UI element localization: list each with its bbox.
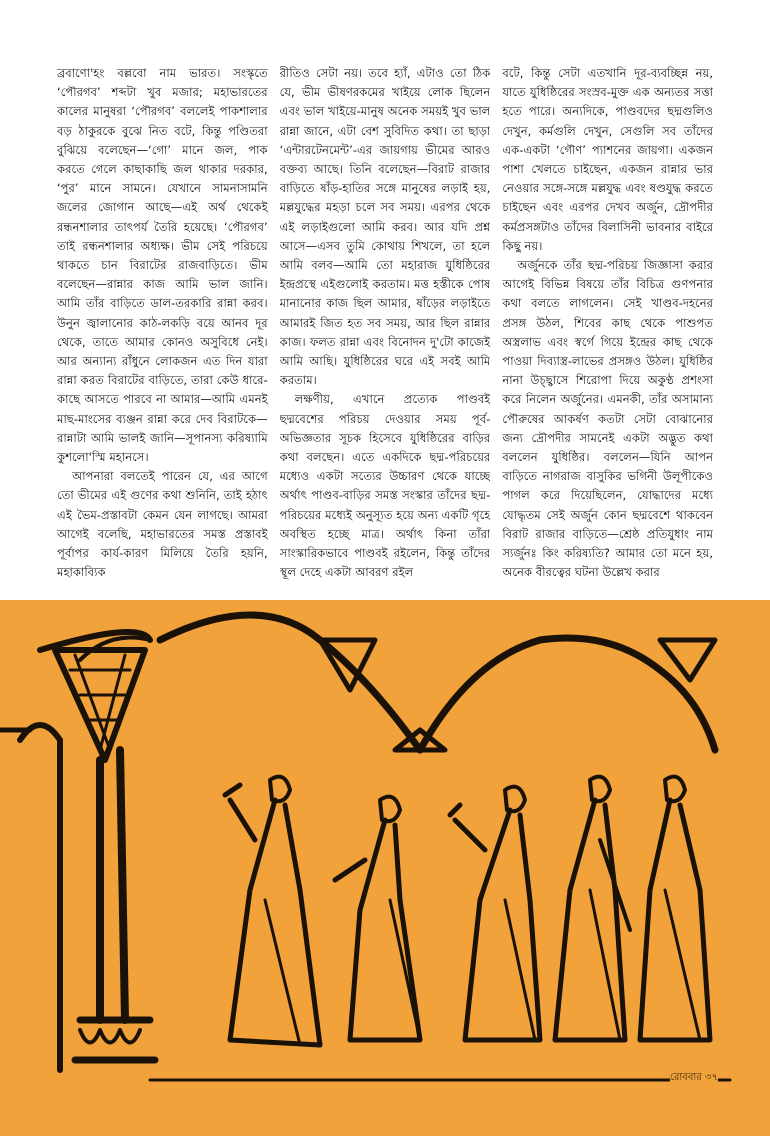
paragraph: ব্রবাণো'হং বল্লবো নাম ভারত। সংস্কৃতে ‘পৌরগব’ শব্দটা খুব মজার; মহাভারতের কালের মানুষরা ‘পৌরগব’ বললেই পাকশালার বড় ঠাকুরকে বুঝে নিত বটে, কিন্তু পণ্ডিতরা বুঝিয়ে বলেছেন—‘গো’ মানে জল, পাক করতে গেলে কাছাকাছি জল থাকার দরকার, ‘পুর’ মানে সামনে। যেখানে সামনাসামনি জলের জোগান আছে—এই অর্থ থেকেই রন্ধনশালার তাৎপর্য তৈরি হয়েছে। ‘পৌরগব’ তাই রন্ধনশালার অধ্যক্ষ। ভীম সেই পরিচয়ে থাকতে চান বিরাটের রাজবাড়িতে। ভীম বলেছেন—রান্নার কাজ আমি ভাল জানি। আমি তাঁর বাড়িতে ডাল-তরকারি রান্না করব। উনুন জ্বালানোর কাঠ-লকড়ি বয়ে আনব দূর থেকে, তাতে আমার কোনও অসুবিধে নেই। আর অন্যান্য রাঁধুনে লোকজন এত দিন যারা রান্না করত বিরাটের বাড়িতে, তারা কেউ ধারে-কাছে আসতে পারবে না আমার—আমি এমনই মাছ-মাংসের ব্যঞ্জন রান্না করে দেব বিরাটকে—রান্নাটা আমি ভালই জানি—সূপানস্য করিষ্যামি কুশলো'স্মি মহানসে। [57,66,268,465]
paragraph: লক্ষণীয়, এখানে প্রত্যেক পাণ্ডবই ছদ্মবেশের পরিচয় দেওয়ার সময় পূর্ব-অভিজ্ঞতার সূচক হিসেবে যুধিষ্ঠিরের বাড়ির কথা বলছেন। এতে একদিকে ছদ্ম-পরিচয়ের মধ্যেও একটা সত্যের উচ্চারণ থেকে যাচ্ছে অর্থাৎ পাণ্ডব-বাড়ির সমস্ত সংস্কার তাঁদের ছদ্ম-পরিচয়ের মধ্যেই অনুস্যূত হয়ে অন্য একটি গৃহে অবস্থিত হচ্ছে মাত্র। অর্থাৎ কিনা তাঁরা সাংস্কারিকভাবে পাণ্ডবই রইলেন, কিন্তু তাঁদের স্থূল দেহে একটা আবরণ রইল [279,392,491,580]
paragraph: বটে, কিন্তু সেটা এতখানি দূর-ব্যবচ্ছিন্ন নয়, যাতে যুধিষ্ঠিরের সংস্রব-মুক্ত এক অন্যতর সত্তা হতে পারে। অন্যদিকে, পাণ্ডবদের ছদ্মগুলিও দেখুন, কর্মগুলি দেখুন, সেগুলি সব তাঁদের এক-একটা ‘গৌণ’ প্যাশনের জায়গা। একজন পাশা খেলতে চাইছেন, একজন রান্নার ভার নেওয়ার সঙ্গে-সঙ্গে মল্লযুদ্ধ এবং ষণ্ডযুদ্ধ করতে চাইছেন এবং এরপর দেখব অর্জুন, দ্রৌপদীর কর্মপ্রসঙ্গটাও তাঁদের বিলাসিনী ভাবনার বাইরে কিছু নয়। [502,66,713,253]
text-column-2 [280,64,491,586]
text-column-3 [502,64,713,586]
article-body [57,64,713,586]
illustration [0,600,770,1136]
paragraph: রীতিও সেটা নয়। তবে হ্যাঁ, এটাও তো ঠিক যে, ভীম ভীষণরকমের খাইয়ে লোক ছিলেন এবং ভাল খাইয়ে-মানুষ অনেক সময়ই খুব ভাল রান্না জানে, এটা বেশ সুবিদিত কথা। তা ছাড়া ‘এন্টারটেনমেন্ট’-এর জায়গায় ভীমের আরও বক্তব্য আছে। তিনি বলেছেন—বিরাট রাজার বাড়িতে ষাঁড়-হাতির সঙ্গে মানুষের লড়াই হয়, মল্লযুদ্ধের মহড়া চলে সব সময়। এরপর থেকে এই লড়াইগুলো আমি করব। আর যদি প্রশ্ন আসে—এসব তুমি কোথায় শিখলে, তা হলে আমি বলব—আমি তো মহারাজ যুধিষ্ঠিরের ইন্দ্রপ্রস্থে এইগুলোই করতাম। মত্ত হস্তীকে পোষ মানানোর কাজ ছিল আমার, ষাঁড়ের লড়াইতে আমারই জিত হত সব সময়, আর ছিল রান্নার কাজ। ফলত রান্না এবং বিনোদন দু'টো কাজেই আমি আছি। যুধিষ্ঠিরের ঘরে এই সবই আমি করতাম। [279,66,491,388]
paragraph: অর্জুনকে তাঁর ছদ্ম-পরিচয় জিজ্ঞাসা করার আগেই বিভিন্ন বিষয়ে তাঁর বিচিত্র গুণপনার কথা বলতে লাগলেন। সেই খাণ্ডব-দহনের প্রসঙ্গ উঠল, শিবের কাছ থেকে পাশুপত অস্ত্রলাভ এবং স্বর্গে গিয়ে ইন্দ্রের কাছ থেকে পাওয়া দিব্যাস্ত্র-লাভের প্রসঙ্গও উঠল। যুধিষ্ঠির নানা উচ্ছ্বাসে শিরোপা দিয়ে অকুণ্ঠ প্রশংসা করে নিলেন অর্জুনের। এমনকী, তাঁর অসামান্য পৌরুষের আকর্ষণ কতটা সেটা বোঝানোর জন্য দ্রৌপদীর সামনেই একটা অদ্ভুত কথা বললেন যুধিষ্ঠির। বললেন—যিনি আপন বাড়িতে নাগরাজ বাসুকির ভগিনী উলূপীকেও পাগল করে দিয়েছিলেন, যোদ্ধাদের মধ্যে যোদ্ধৃতম সেই অর্জুন কোন ছদ্মবেশে থাকবেন বিরাট রাজার বাড়িতে—শ্রেষ্ঠ প্রতিযুধাং নাম স্যর্জুনঃ কিং করিষ্যতি? আমার তো মনে হয়, অনেক বীরত্বের ঘটনা উল্লেখ করার [502,258,713,580]
ink-drawing-figures [0,600,770,1136]
paragraph: আপনারা বলতেই পারেন যে, এর আগে তো ভীমের এই গুণের কথা শুনিনি, তাই হঠাৎ এই ভৈম-প্রস্তাবটা কেমন যেন লাগছে। আমরা আগেই বলেছি, মহাভারতের সমস্ত প্রস্তাবই পূর্বাপর কার্য-কারণ মিলিয়ে তৈরি হয়নি, মহাকাব্যিক [57,469,268,580]
text-column-1 [57,64,268,586]
page-footer: রোববার ৩৭ [670,1070,718,1087]
